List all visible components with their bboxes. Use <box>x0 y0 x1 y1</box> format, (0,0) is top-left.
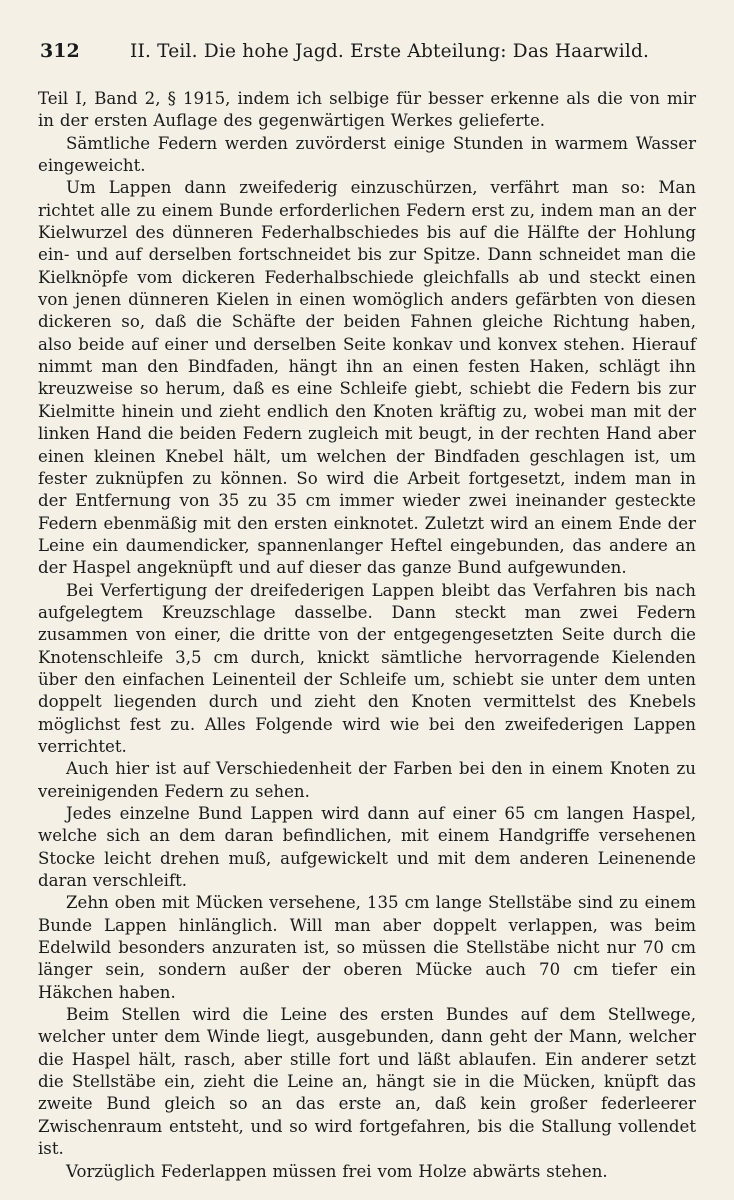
body-text <box>38 88 696 1183</box>
paragraph: Sämtliche Federn werden zuvörderst einige Stunden in warmem Wasser eingeweicht. <box>38 133 696 176</box>
paragraph: Bei Verfertigung der dreifederigen Lappen bleibt das Verfahren bis nach aufgelegtem Kreuzschlage dasselbe. Dann steckt man zwei Federn zusammen von einer, die dritte von der entgegengesetzten Seite durch die Knotenschleife 3,5 cm durch, knickt sämtliche hervorragende Kielenden über den einfachen Leinenteil der Schleife um, schiebt sie unter dem unten doppelt liegenden durch und zieht den Knoten vermittelst des Knebels möglichst fest zu. Alles Folgende wird wie bei den zweifederigen Lappen verrichtet. <box>38 580 696 756</box>
running-head: II. Teil. Die hohe Jagd. Erste Abteilung: Das Haarwild. <box>130 41 650 62</box>
paragraph: Beim Stellen wird die Leine des ersten Bundes auf dem Stellwege, welcher unter dem Winde liegt, ausgebunden, dann geht der Mann, welcher die Haspel hält, rasch, aber stille fort und läßt ablaufen. Ein anderer setzt die Stellstäbe ein, zieht die Leine an, hängt sie in die Mücken, knüpft das zweite Bund gleich so an das erste an, daß kein großer federleerer Zwischenraum entsteht, und so wird fortgefahren, bis die Stallung vollendet ist. <box>38 1005 696 1159</box>
paragraph: Um Lappen dann zweifederig einzuschürzen, verfährt man so: Man richtet alle zu einem Bunde erforderlichen Federn erst zu, indem man an der Kielwurzel des dünneren Federhalbschiedes bis auf die Hälfte der Hohlung ein- und auf derselben fortschneidet bis zur Spitze. Dann schneidet man die Kielknöpfe vom dickeren Federhalbschiede gleichfalls ab und steckt einen von jenen dünneren Kielen in einen womöglich anders gefärbten von diesen dickeren so, daß die Schäfte der beiden Fahnen gleiche Richtung haben, also beide auf einer und derselben Seite konkav und konvex stehen. Hierauf nimmt man den Bindfaden, hängt ihn an einen festen Haken, schlägt ihn kreuzweise so herum, daß es eine Schleife giebt, schiebt die Federn bis zur Kielmitte hinein und zieht endlich den Knoten kräftig zu, wobei man mit der linken Hand die beiden Federn zugleich mit beugt, in der rechten Hand aber einen kleinen Knebel hält, um welchen der Bindfaden geschlagen ist, um fester zuknüpfen zu können. So wird die Arbeit fortgesetzt, indem man in der Entfernung von 35 zu 35 cm immer wieder zwei ineinander gesteckte Federn ebenmäßig mit den ersten einknotet. Zuletzt wird an einem Ende der Leine ein daumendicker, spannenlanger Heftel eingebunden, das andere an der Haspel angeknüpft und auf dieser das ganze Bund aufgewunden. <box>38 178 696 578</box>
paragraph: Jedes einzelne Bund Lappen wird dann auf einer 65 cm langen Haspel, welche sich an dem daran befindlichen, mit einem Handgriffe versehenen Stocke leicht drehen muß, aufgewickelt und mit dem anderen Leinenende daran verschleift. <box>38 804 696 891</box>
page-number: 312 <box>40 40 80 62</box>
page-header <box>38 40 696 74</box>
paragraph: Zehn oben mit Mücken versehene, 135 cm lange Stellstäbe sind zu einem Bunde Lappen hinlänglich. Will man aber doppelt verlappen, was beim Edelwild besonders anzuraten ist, so müssen die Stellstäbe nicht nur 70 cm länger sein, sondern außer der oberen Mücke auch 70 cm tiefer ein Häkchen haben. <box>38 893 696 1002</box>
paragraph: Auch hier ist auf Verschiedenheit der Farben bei den in einem Knoten zu vereinigenden Federn zu sehen. <box>38 759 696 801</box>
paragraph: Teil I, Band 2, § 1915, indem ich selbige für besser erkenne als die von mir in der ersten Auflage des gegenwärtigen Werkes gelieferte. <box>38 89 696 131</box>
paragraph: Vorzüglich Federlappen müssen frei vom Holze abwärts stehen. <box>66 1161 608 1181</box>
